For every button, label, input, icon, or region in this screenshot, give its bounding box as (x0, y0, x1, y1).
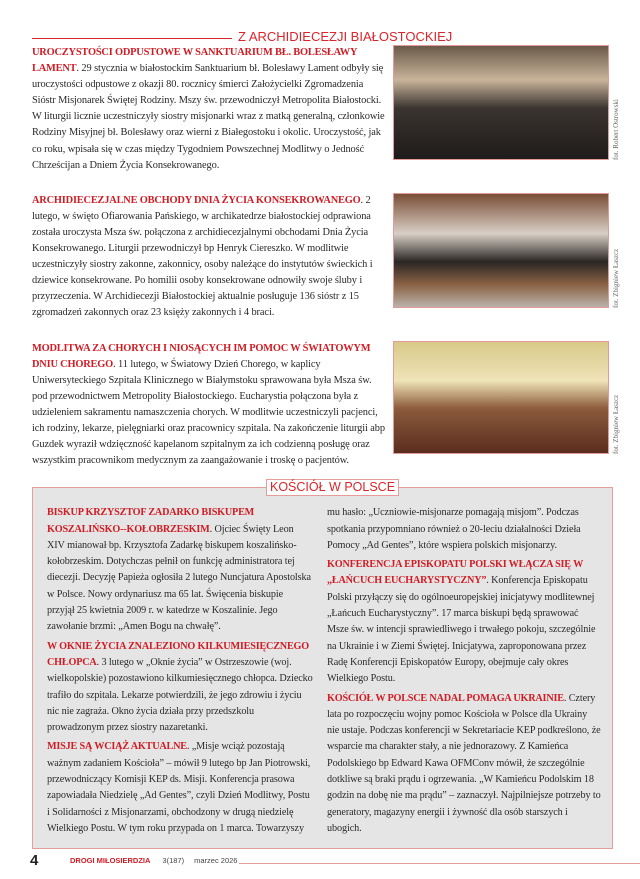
article-1 (32, 45, 387, 174)
article-row (0, 341, 640, 470)
news-body: . „Misje wciąż pozostają ważnym zadaniem Kościoła” – mówił 9 lutego bp Jan Piotrowski, przewodniczący Komisji KEP ds. Misji. Konferencja prasowa zapowiadała Niedzielę „Ad Gentes”, czyli Dzień Modlitwy, Postu i Solidarności z Misjonarzami, obchodzony w drugą niedzielę Wielkiego Postu. W tym roku przypada on 1 marca. Towarzyszy (47, 741, 311, 834)
article-body: . 2 lutego, w święto Ofiarowania Pańskiego, w archikatedrze białostockiej odprawiona została uroczysta Msza św. połączona z archidiecezjalnymi obchodami Dnia Życia Konsekrowanego. Liturgii przewodniczył bp Henryk Ciereszko. W modlitwie uczestniczyły siostry zakonne, zakonnicy, osoby należące do instytutów świeckich i dziewice konsekrowane. Po homilii osoby konsekrowane odnowiły swoje śluby i przyrzeczenia. W Archidiecezji Białostockiej aktualnie posługuje 136 sióstr z 15 zgromadzeń zakonnych oraz 23 księży zakonnych i 4 braci. (32, 194, 373, 319)
news-item (47, 739, 313, 837)
article-row (0, 45, 640, 174)
section-header-rule (32, 38, 232, 39)
news-headline: KOŚCIÓŁ W POLSCE NADAL POMAGA UKRAINIE (327, 692, 564, 704)
article-body: . 11 lutego, w Światowy Dzień Chorego, w kaplicy Uniwersyteckiego Szpitala Klinicznego w Białymstoku sprawowana była Msza św. pod przewodnictwem Metropolity Białostockiego. Eucharystia połączona była z udzieleniem sakramentu namaszczenia chorych. W modlitwie uczestniczyli pacjenci, ich rodziny, lekarze, pielęgniarki oraz pracownicy szpitala. Na zakończenie liturgii abp Guzdek wyraził wdzięczność kapelanom szpitalnym za ich codzienną posługę oraz wszystkim pracownikom medycznym za zaangażowanie i troskę o pacjentów. (32, 358, 385, 467)
news-item (327, 557, 601, 687)
article-headline: MODLITWA ZA CHORYCH I NIOSĄCYCH IM POMOC W ŚWIATOWYM DNIU CHOREGO (32, 342, 371, 370)
photo-credit: fot. Zbigniew Łaszcz (612, 394, 620, 454)
footer-rule (239, 863, 640, 864)
article-photo (393, 45, 609, 160)
article-headline: UROCZYSTOŚCI ODPUSTOWE W SANKTUARIUM BŁ. BOLESŁAWY LAMENT (32, 47, 357, 75)
news-headline: MISJE SĄ WCIĄŻ AKTUALNE (47, 741, 187, 753)
news-box-wrapper (32, 479, 613, 849)
box-label: KOŚCIÓŁ W POLSCE (266, 479, 399, 496)
article-3 (32, 341, 387, 470)
article-2 (32, 193, 387, 322)
news-headline: KONFERENCJA EPISKOPATU POLSKI WŁĄCZA SIĘ W „ŁAŃCUCH EUCHARYSTYCZNY” (327, 559, 583, 587)
magazine-name: DROGI MIŁOSIERDZIA (70, 855, 151, 865)
news-body: . Konferencja Episkopatu Polski przyłączy się do ogólnoeuropejskiej inicjatywy modlitewnej „Łańcuch Eucharystyczny”. 17 marca biskupi będą sprawować Msze św. w intencji sprawiedliwego i trwałego pokoju, szczególnie na Ukrainie i w Ziemi Świętej. Inicjatywa, zaproponowana przez Radę Konferencji Episkopatów Europy, obejmuje cały okres Wielkiego Postu. (327, 575, 596, 685)
news-box (32, 487, 613, 849)
news-item (327, 691, 601, 838)
article-row (0, 193, 640, 322)
news-item (47, 505, 313, 635)
news-headline: W OKNIE ŻYCIA ZNALEZIONO KILKUMIESIĘCZNEGO CHŁOPCA (47, 640, 310, 668)
news-item (47, 639, 313, 737)
news-headline: BISKUP KRZYSZTOF ZADARKO BISKUPEM KOSZALIŃSKO--KOŁOBRZESKIM (47, 507, 255, 535)
news-body: . 3 lutego w „Oknie życia” w Ostrzeszowie (woj. wielkopolskie) pozostawiono kilkumiesięcznego chłopca. Dziecko trafiło do szpitala. Lekarze potwierdzili, że jego zdrowiu i życiu nic nie zagraża. Okno życia działa przy przedszkolu prowadzonym przez siostry nazaretanki. (47, 656, 313, 734)
article-photo (393, 341, 609, 454)
footer-info (70, 856, 237, 865)
news-body: . Ojciec Święty Leon XIV mianował bp. Krzysztofa Zadarkę biskupem koszalińsko-kołobrzeskim. Dotychczas pełnił on funkcję administratora tej diecezji. Decyzję Papieża ogłosiła 2 lutego Nuncjatura Apostolska w Polsce. Nowy ordynariusz ma 65 lat. Święcenia biskupie przyjął 25 kwietnia 2009 r. w katedrze w Koszalinie. Jego zawołanie brzmi: „Amen Bogu na chwałę”. (47, 523, 311, 633)
box-column-left (47, 505, 313, 840)
photo-credit: fot. Zbigniew Łaszcz (612, 248, 620, 308)
article-photo (393, 193, 609, 308)
section-header: Z ARCHIDIECEZJI BIAŁOSTOCKIEJ (238, 29, 453, 44)
issue-number: 3(187) (162, 855, 185, 865)
article-body: . 29 stycznia w białostockim Sanktuarium bł. Bolesławy Lament odbyły się uroczystości odpustowe z okazji 80. rocznicy śmierci Założycielki Zgromadzenia Sióstr Misjonarek Świętej Rodziny. Mszy św. przewodniczył Metropolita Białostocki. W liturgii licznie uczestniczyły siostry misjonarki wraz z matką generalną, członkowie Rodziny Misyjnej bł. Bolesławy oraz wierni z Białegostoku i okolic. Uroczystość, jak co roku, wpisała się w czas między Tygodniem Powszechnej Modlitwy o Jedność Chrześcijan a Dniem Życia Konsekrowanego. (32, 63, 385, 171)
page-number: 4 (30, 851, 39, 869)
box-column-right (327, 505, 601, 840)
issue-date: marzec 2026 (194, 855, 238, 865)
article-headline: ARCHIDIECEZJALNE OBCHODY DNIA ŻYCIA KONSEKROWANEGO (32, 194, 361, 206)
news-body: . Cztery lata po rozpoczęciu wojny pomoc Kościoła w Polsce dla Ukrainy nie ustaje. Podczas konferencji w Sekretariacie KEP podkreślono, że wsparcie ma charakter stały, a nie jednorazowy. Z Kamieńca Podolskiego bp Edward Kawa OFMConv mówił, że szczególnie dotkliwe są braki prądu i ogrzewania. „W Kamieńcu Podolskim 18 godzin na dobę nie ma prądu” – zaznaczył. Najpilniejsze potrzeby to generatory, magazyny energii i żywność dla osób starszych i ubogich. (327, 692, 601, 834)
news-continued: mu hasło: „Uczniowie-misjonarze pomagają misjom”. Podczas spotkania przypomniano również o 20-leciu działalności Dzieła Pomocy „Ad Gentes”, które wspiera polskich misjonarzy. (327, 507, 581, 551)
photo-credit: fot. Robert Ostrowski (612, 99, 620, 160)
section-header-bar (0, 0, 640, 45)
footer (0, 849, 640, 879)
